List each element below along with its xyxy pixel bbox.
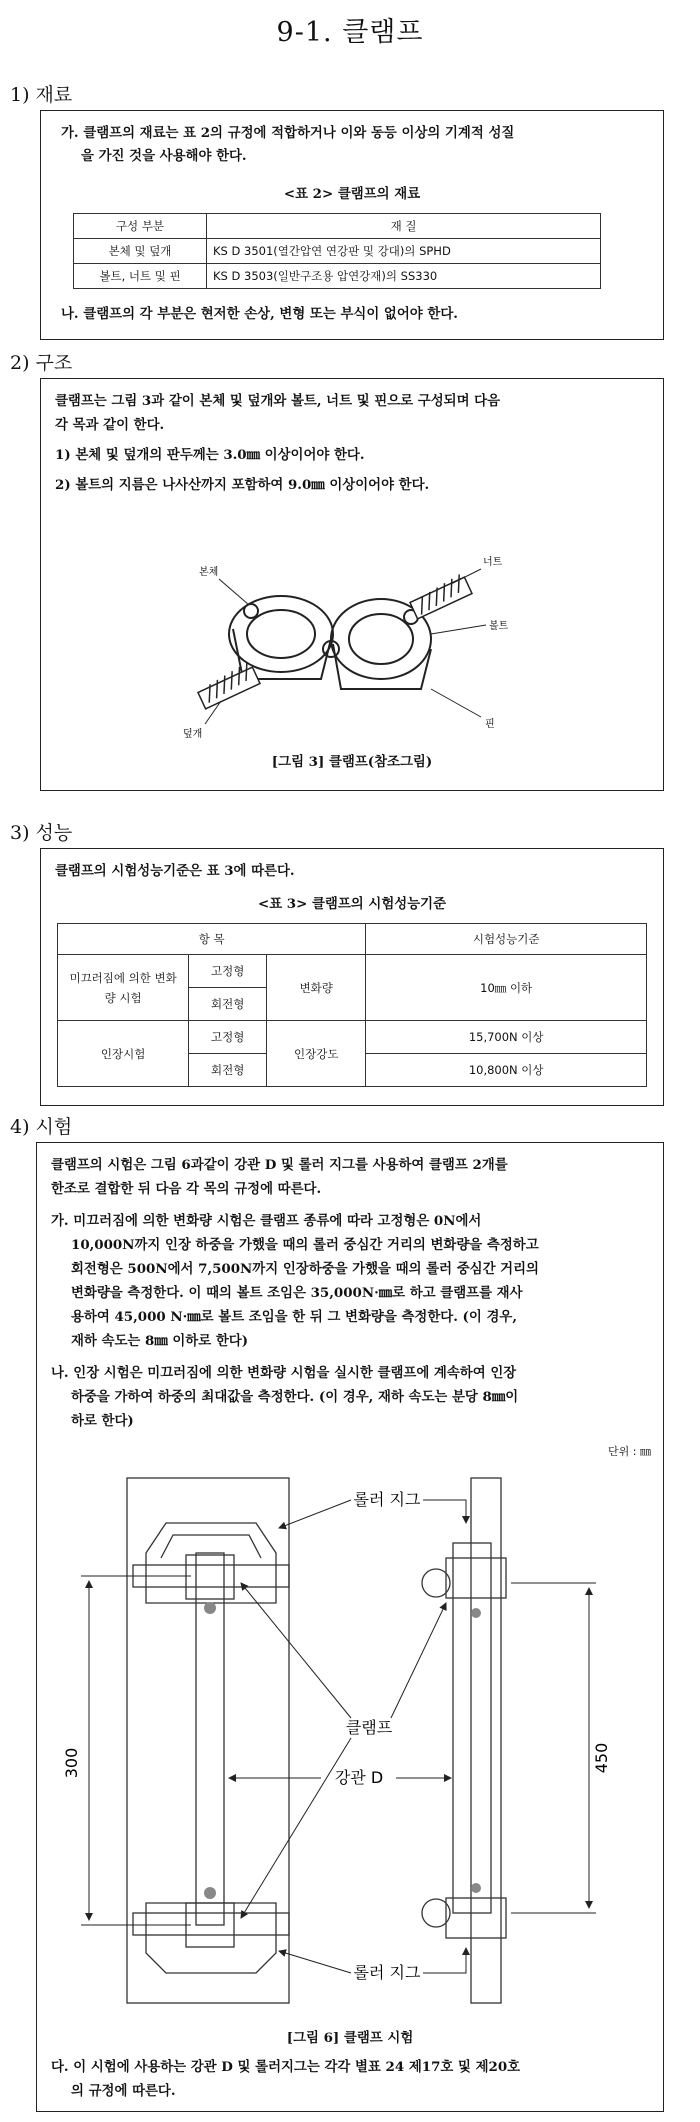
clamp-test-figure: [51, 1473, 651, 2013]
table-row: [58, 924, 647, 955]
table-cell: 미끄러짐에 의한 변화량 시험: [58, 955, 189, 1021]
table-cell: 인장강도: [267, 1021, 366, 1087]
fig3-label-pin: 핀: [485, 719, 495, 730]
structure-para-3: 2) 볼트의 지름은 나사산까지 포함하여 9.0㎜ 이상이어야 한다.: [55, 477, 430, 493]
clamp-rivet-left: [244, 604, 258, 618]
fig6-label-pipe-d: 강관 D: [334, 1768, 384, 1787]
section-heading-materials: 1) 재료: [10, 84, 73, 106]
test-ga-line6: 재하 속도는 8㎜ 이하로 한다): [71, 1333, 249, 1349]
table-cell: 인장시험: [58, 1021, 189, 1087]
test-na-line2: 하중을 가하여 하중의 최대값을 측정한다. (이 경우, 재하 속도는 분당 8㎜이: [71, 1389, 519, 1405]
test-box: [36, 1142, 664, 2112]
unit-label: 단위 : ㎜: [608, 1445, 651, 1458]
test-ga-line4: 변화량을 측정한다. 이 때의 볼트 조임은 35,000N·㎜로 하고 클램프를 재사: [71, 1285, 523, 1301]
table-cell: 고정형: [189, 955, 267, 988]
materials-para-ga-1: 가. 클램프의 재료는 표 2의 규정에 적합하거나 이와 동등 이상의 기계적 성질: [61, 125, 515, 141]
fig6-dim-450: 450: [592, 1742, 611, 1774]
leader-roller-jig-top-right: [423, 1500, 466, 1523]
table-cell: 고정형: [189, 1021, 267, 1054]
table-cell: 변화량: [267, 955, 366, 1021]
roller-bottom-left: [133, 1913, 289, 1935]
fig6-label-clamp: 클램프: [345, 1718, 393, 1737]
performance-box: [40, 848, 664, 1106]
table-cell: 본체 및 덮개: [74, 239, 207, 264]
test-intro-line1: 클램프의 시험은 그림 6과같이 강관 D 및 롤러 지그를 사용하여 클램프 2개를: [51, 1157, 508, 1173]
table-row: [74, 214, 601, 239]
section-heading-structure: 2) 구조: [10, 352, 73, 374]
table-header-cell: 시험성능기준: [366, 924, 647, 955]
leader-roller-jig-top-left: [279, 1500, 351, 1528]
structure-para-2: 1) 본체 및 덮개의 판두께는 3.0㎜ 이상이어야 한다.: [55, 447, 365, 463]
clamp-figure: [181, 539, 541, 744]
clamp-bolt-right: [410, 574, 472, 618]
table-cell: KS D 3503(일반구조용 압연강재)의 SS330: [207, 264, 601, 289]
fig3-label-bolt: 볼트: [489, 621, 509, 632]
leader-body: [219, 579, 249, 605]
materials-box: [40, 110, 664, 340]
bolt-head-top-right: [471, 1608, 481, 1618]
table2: [73, 213, 601, 289]
test-ga-line3: 회전형은 500N에서 7,500N까지 인장하중을 가했을 때의 롤러 중심간 거리의: [71, 1261, 539, 1277]
figure6-caption: [그림 6] 클램프 시험: [286, 2030, 414, 2046]
bolt-head-bottom-left: [204, 1887, 216, 1899]
leader-roller-jig-bottom-right: [423, 1948, 466, 1973]
table-row: [58, 955, 647, 988]
clamp-bolt-left: [198, 663, 260, 709]
test-ga-line2: 10,000N까지 인장 하중을 가했을 때의 롤러 중심간 거리의 변화량을 측정하고: [71, 1237, 539, 1253]
leader-clamp-right: [391, 1603, 446, 1718]
leader-bolt: [431, 625, 486, 634]
performance-para-1: 클램프의 시험성능기준은 표 3에 따른다.: [55, 863, 295, 879]
table-row: [58, 1021, 647, 1054]
fig6-dim-300: 300: [62, 1747, 81, 1779]
page-title: 9-1. 클램프: [276, 17, 424, 48]
materials-para-ga-2: 을 가진 것을 사용해야 한다.: [81, 148, 247, 164]
table-header-cell: 재 질: [207, 214, 601, 239]
clamp-top-left: [186, 1555, 234, 1599]
table-cell: 회전형: [189, 988, 267, 1021]
table3: [57, 923, 647, 1087]
figure3-caption: [그림 3] 클램프(참조그림): [271, 754, 433, 770]
table-cell: 10,800N 이상: [366, 1054, 647, 1087]
table-cell: 회전형: [189, 1054, 267, 1087]
clamp-cover-inner: [349, 614, 413, 664]
table-row: [74, 239, 601, 264]
leader-roller-jig-bottom-left: [279, 1951, 351, 1973]
table-cell: 볼트, 너트 및 핀: [74, 264, 207, 289]
section-heading-test: 4) 시험: [10, 1116, 73, 1138]
test-na-line3: 하로 한다): [71, 1413, 134, 1429]
bolt-head-top-left: [204, 1602, 216, 1614]
test-ga-line5: 용하여 45,000 N·㎜로 볼트 조임을 한 뒤 그 변화량을 측정한다. (이 경우,: [71, 1309, 517, 1325]
section-heading-performance: 3) 성능: [10, 822, 73, 844]
clamp-body-inner: [247, 610, 315, 658]
structure-box: [40, 378, 664, 791]
bolt-head-bottom-right: [471, 1883, 481, 1893]
fig3-label-nut: 너트: [483, 557, 503, 568]
left-steel-plate: [127, 1478, 289, 2003]
table-row: [74, 264, 601, 289]
table2-caption: <표 2> 클램프의 재료: [283, 186, 421, 202]
fig6-label-roller-jig-bottom: 롤러 지그: [353, 1963, 421, 1982]
structure-para-1-line1: 클램프는 그림 3과 같이 본체 및 덮개와 볼트, 너트 및 핀으로 구성되며 다음: [55, 393, 501, 409]
table-cell: KS D 3501(열간압연 연강판 및 강대)의 SPHD: [207, 239, 601, 264]
fig3-label-body: 본체: [199, 567, 219, 578]
clamp-bottom-right: [446, 1898, 506, 1938]
test-intro-line2: 한조로 결합한 뒤 다음 각 목의 규정에 따른다.: [51, 1181, 322, 1197]
leader-clamp-top: [241, 1583, 351, 1718]
table-cell: 15,700N 이상: [366, 1021, 647, 1054]
materials-para-na: 나. 클램프의 각 부분은 현저한 손상, 변형 또는 부식이 없어야 한다.: [61, 306, 458, 322]
fig3-label-cover: 덮개: [183, 729, 203, 740]
table-header-cell: 구성 부분: [74, 214, 207, 239]
test-da-line2: 의 규정에 따른다.: [71, 2083, 176, 2099]
right-steel-plate: [471, 1478, 501, 2003]
leader-clamp-bottom: [241, 1738, 351, 1918]
test-na-line1: 나. 인장 시험은 미끄러짐에 의한 변화량 시험을 실시한 클램프에 계속하여 인장: [51, 1365, 517, 1381]
table-header-cell: 항 목: [58, 924, 366, 955]
test-da-line1: 다. 이 시험에 사용하는 강관 D 및 롤러지그는 각각 별표 24 제17호 및 제20호: [51, 2059, 521, 2075]
test-ga-line1: 가. 미끄러짐에 의한 변화량 시험은 클램프 종류에 따라 고정형은 0N에서: [51, 1213, 482, 1229]
fig6-label-roller-jig-top: 롤러 지그: [353, 1490, 421, 1509]
table-cell: 10㎜ 이하: [366, 955, 647, 1021]
table3-caption: <표 3> 클램프의 시험성능기준: [257, 896, 447, 912]
structure-para-1-line2: 각 목과 같이 한다.: [55, 417, 165, 433]
leader-pin: [431, 689, 481, 717]
clamp-top-right: [446, 1558, 506, 1598]
